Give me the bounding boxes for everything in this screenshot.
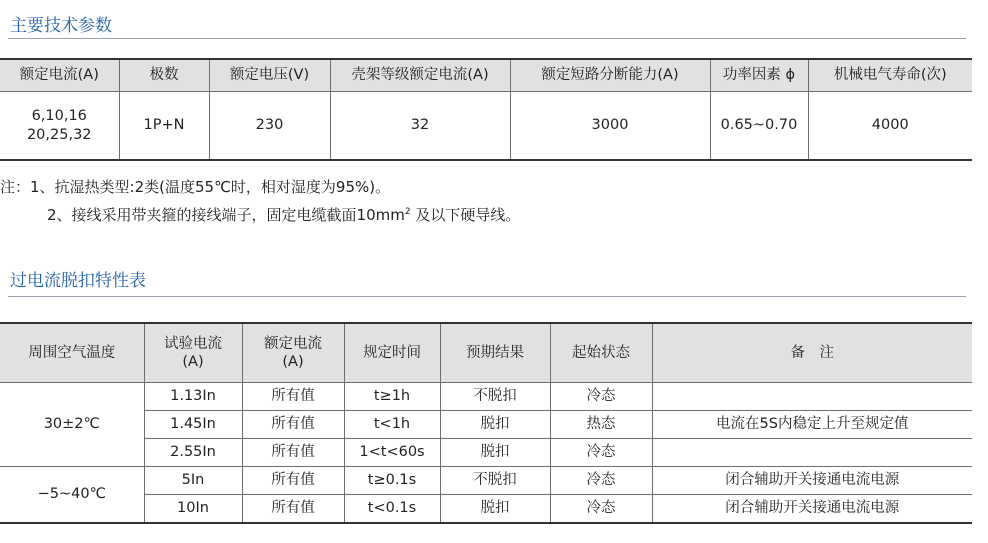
section-divider bbox=[8, 296, 966, 297]
cell-rated-current: 所有值 bbox=[242, 383, 344, 411]
cell-state: 热态 bbox=[550, 411, 652, 439]
table-row bbox=[0, 383, 972, 411]
header-test-current-line2: (A) bbox=[182, 354, 204, 370]
cell-result: 脱扣 bbox=[440, 495, 550, 524]
header-remarks: 备 注 bbox=[652, 323, 972, 383]
cell-voltage: 230 bbox=[209, 92, 330, 161]
cell-state: 冷态 bbox=[550, 495, 652, 524]
table-row bbox=[0, 467, 972, 495]
cell-remark bbox=[652, 439, 972, 467]
cell-ambient-temp: 30±2℃ bbox=[0, 383, 144, 467]
cell-life: 4000 bbox=[808, 92, 972, 161]
cell-ambient-temp: −5~40℃ bbox=[0, 467, 144, 524]
cell-test-current: 5In bbox=[144, 467, 242, 495]
header-test-current bbox=[144, 323, 242, 383]
table-row bbox=[0, 495, 972, 524]
note-line-2-sup: 2 bbox=[404, 207, 411, 217]
cell-time: t<0.1s bbox=[344, 495, 440, 524]
cell-frame-current: 32 bbox=[330, 92, 510, 161]
header-rated-current: 额定电流(A) bbox=[0, 59, 119, 92]
cell-power-factor: 0.65~0.70 bbox=[710, 92, 808, 161]
cell-result: 不脱扣 bbox=[440, 467, 550, 495]
header-rated-current bbox=[242, 323, 344, 383]
header-expected-result: 预期结果 bbox=[440, 323, 550, 383]
section-divider bbox=[8, 38, 966, 39]
cell-rated-current: 所有值 bbox=[242, 411, 344, 439]
cell-remark: 闭合辅助开关接通电流电源 bbox=[652, 467, 972, 495]
table-row bbox=[0, 439, 972, 467]
header-rated-voltage: 额定电压(V) bbox=[209, 59, 330, 92]
cell-breaking-capacity: 3000 bbox=[510, 92, 710, 161]
header-frame-current: 壳架等级额定电流(A) bbox=[330, 59, 510, 92]
header-initial-state: 起始状态 bbox=[550, 323, 652, 383]
cell-current-line1: 6,10,16 bbox=[31, 108, 87, 125]
cell-time: 1<t<60s bbox=[344, 439, 440, 467]
header-ambient-temp: 周围空气温度 bbox=[0, 323, 144, 383]
section-title-main-params: 主要技术参数 bbox=[10, 16, 112, 36]
header-specified-time: 规定时间 bbox=[344, 323, 440, 383]
cell-state: 冷态 bbox=[550, 467, 652, 495]
cell-current-line2: 20,25,32 bbox=[26, 126, 92, 143]
cell-rated-current: 所有值 bbox=[242, 439, 344, 467]
header-poles: 极数 bbox=[119, 59, 209, 92]
main-params-table bbox=[0, 58, 972, 161]
note-line-2-main: 2、接线采用带夹箍的接线端子，固定电缆截面10mm bbox=[47, 206, 405, 224]
header-breaking-capacity: 额定短路分断能力(A) bbox=[510, 59, 710, 92]
note-line-2-tail: 及以下硬导线。 bbox=[410, 206, 521, 224]
cell-rated-current bbox=[0, 92, 119, 161]
cell-poles: 1P+N bbox=[119, 92, 209, 161]
cell-test-current: 1.45In bbox=[144, 411, 242, 439]
cell-result: 脱扣 bbox=[440, 439, 550, 467]
trip-characteristics-table bbox=[0, 322, 972, 524]
cell-remark: 闭合辅助开关接通电流电源 bbox=[652, 495, 972, 524]
table-row bbox=[0, 411, 972, 439]
cell-state: 冷态 bbox=[550, 439, 652, 467]
cell-result: 不脱扣 bbox=[440, 383, 550, 411]
cell-test-current: 10In bbox=[144, 495, 242, 524]
cell-state: 冷态 bbox=[550, 383, 652, 411]
table-row bbox=[0, 92, 972, 161]
table-header-row bbox=[0, 323, 972, 383]
cell-result: 脱扣 bbox=[440, 411, 550, 439]
header-rated-current-line1: 额定电流 bbox=[264, 335, 322, 352]
table-header-row bbox=[0, 59, 972, 92]
header-power-factor: 功率因素 ϕ bbox=[710, 59, 808, 92]
cell-test-current: 1.13In bbox=[144, 383, 242, 411]
cell-remark: 电流在5S内稳定上升至规定值 bbox=[652, 411, 972, 439]
section-title-trip-characteristics: 过电流脱扣特性表 bbox=[10, 271, 146, 291]
cell-remark bbox=[652, 383, 972, 411]
header-rated-current-line2: (A) bbox=[282, 354, 304, 370]
cell-time: t≥0.1s bbox=[344, 467, 440, 495]
cell-time: t<1h bbox=[344, 411, 440, 439]
header-life: 机械电气寿命(次) bbox=[808, 59, 972, 92]
note-line-1: 注：1、抗湿热类型:2类(温度55℃时，相对湿度为95%)。 bbox=[0, 178, 391, 196]
cell-time: t≥1h bbox=[344, 383, 440, 411]
cell-test-current: 2.55In bbox=[144, 439, 242, 467]
cell-rated-current: 所有值 bbox=[242, 467, 344, 495]
cell-rated-current: 所有值 bbox=[242, 495, 344, 524]
note-line-2 bbox=[47, 204, 520, 225]
header-test-current-line1: 试验电流 bbox=[164, 335, 222, 352]
